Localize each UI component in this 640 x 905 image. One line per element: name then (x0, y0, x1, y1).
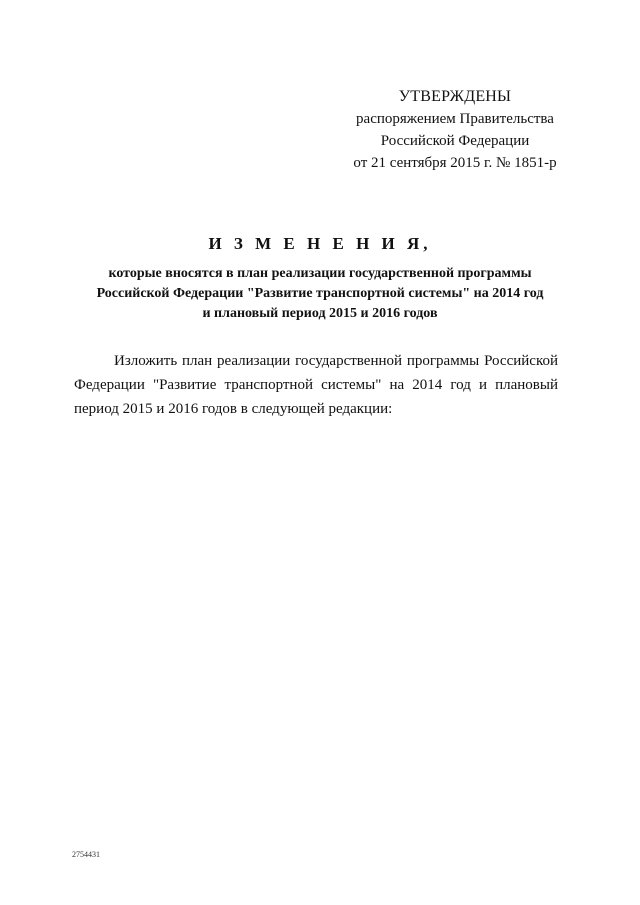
document-title: И З М Е Н Е Н И Я, (208, 234, 432, 253)
approval-stamp (340, 86, 570, 174)
approval-line-1: распоряжением Правительства (356, 111, 554, 127)
title-block (60, 232, 580, 324)
subtitle-line-3: и плановый период 2015 и 2016 годов (202, 306, 438, 321)
subtitle-line-1: которые вносятся в план реализации государственной программы (108, 266, 532, 281)
approval-line-3: от 21 сентября 2015 г. № 1851-р (353, 155, 557, 171)
document-number: 2754431 (72, 850, 100, 859)
body-paragraph: Изложить план реализации государственной программы Российской Федерации "Развитие транспортной системы" на 2014 год и плановый период 2015 и 2016 годов в следующей редакции: (74, 353, 558, 417)
approval-line-2: Российской Федерации (380, 133, 530, 149)
approval-heading: УТВЕРЖДЕНЫ (398, 88, 512, 105)
subtitle-line-2: Российской Федерации "Развитие транспортной системы" на 2014 год (96, 286, 544, 301)
